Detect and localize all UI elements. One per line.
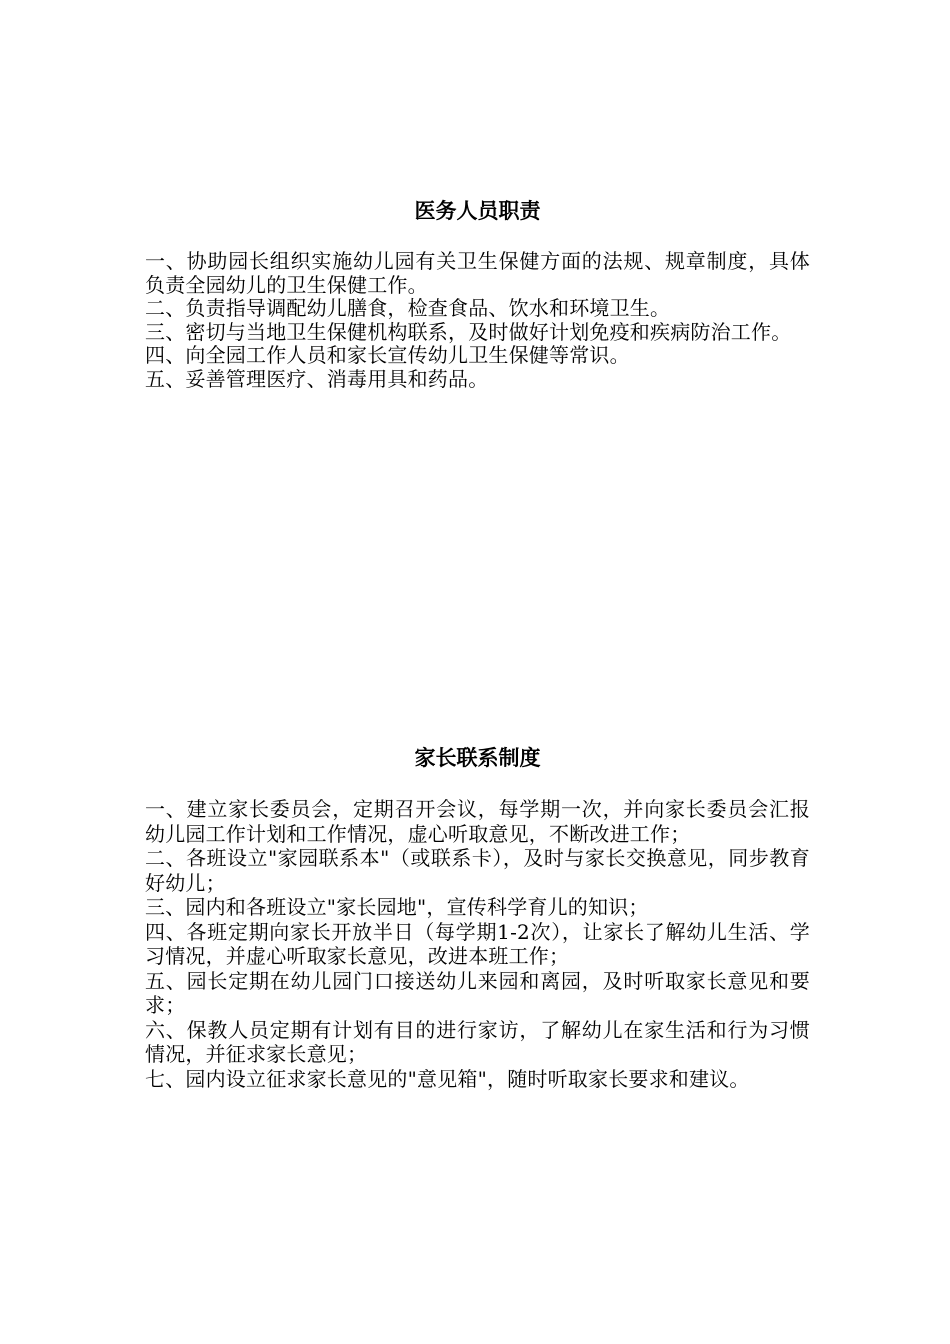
list-item: 五、园长定期在幼儿园门口接送幼儿来园和离园，及时听取家长意见和要求； (145, 968, 810, 1017)
list-item: 二、负责指导调配幼儿膳食，检查食品、饮水和环境卫生。 (145, 296, 671, 320)
list-item: 五、妥善管理医疗、消毒用具和药品。 (145, 366, 489, 391)
rules-list (145, 797, 810, 1091)
list-item: 二、各班设立"家园联系本"（或联系卡），及时与家长交换意见，同步教育好幼儿； (145, 846, 810, 895)
list-item: 四、各班定期向家长开放半日（每学期1-2次），让家长了解幼儿生活、学习情况，并虚心听取家长意见，改进本班工作； (145, 919, 810, 968)
list-item: 三、密切与当地卫生保健机构联系，及时做好计划免疫和疾病防治工作。 (145, 319, 792, 344)
list-item: 一、协助园长组织实施幼儿园有关卫生保健方面的法规、规章制度，具体负责全园幼儿的卫生保健工作。 (145, 249, 810, 297)
section-parent-contact-system (145, 743, 810, 1091)
section-title: 家长联系制度 (414, 745, 541, 770)
section-title: 医务人员职责 (414, 198, 541, 223)
list-item: 六、保教人员定期有计划有目的进行家访，了解幼儿在家生活和行为习惯情况，并征求家长意见； (145, 1017, 810, 1066)
list-item: 三、园内和各班设立"家长园地"，宣传科学育儿的知识； (145, 895, 649, 919)
list-item: 一、建立家长委员会，定期召开会议，每学期一次，并向家长委员会汇报幼儿园工作计划和工作情况，虚心听取意见，不断改进工作； (145, 797, 810, 846)
list-item: 四、向全园工作人员和家长宣传幼儿卫生保健等常识。 (145, 343, 630, 367)
list-item: 七、园内设立征求家长意见的"意见箱"，随时听取家长要求和建议。 (145, 1066, 750, 1091)
section-medical-staff-duties (145, 196, 810, 391)
duties-list (145, 250, 810, 391)
